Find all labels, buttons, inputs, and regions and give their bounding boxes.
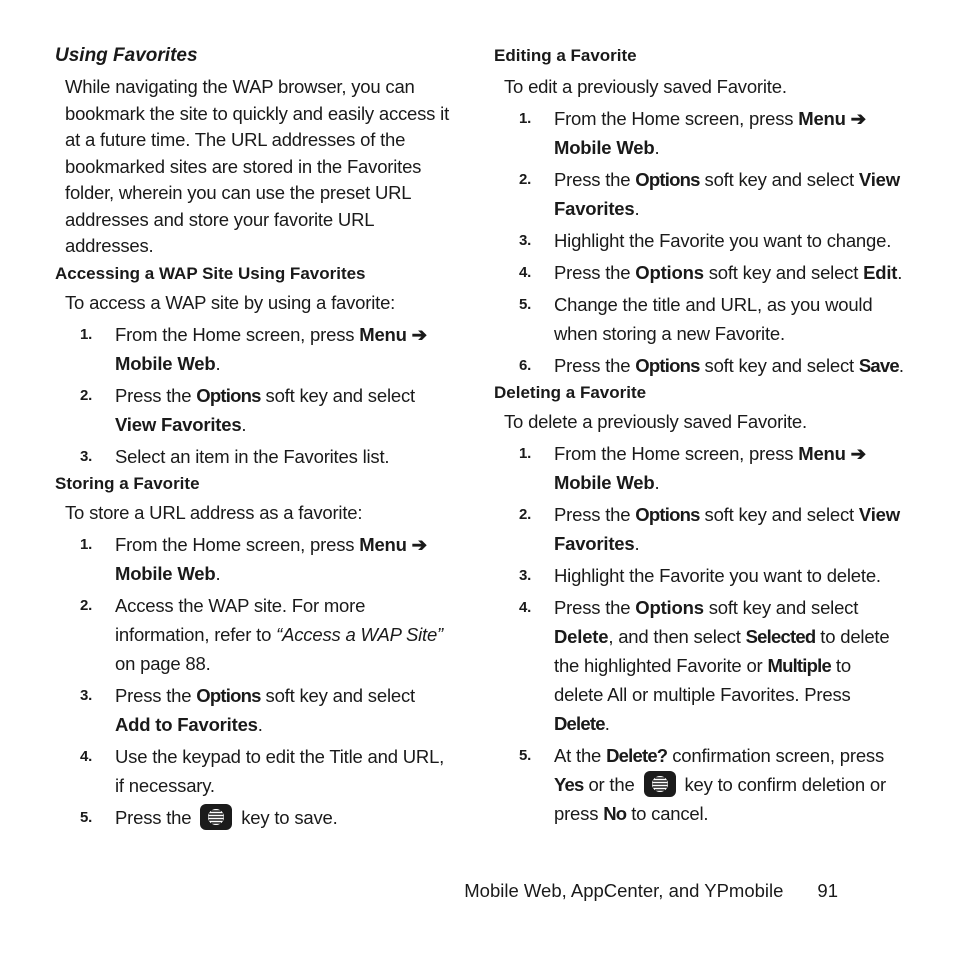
heading-deleting-favorite: Deleting a Favorite	[494, 383, 647, 402]
list-item: 1. From the Home screen, press Menu ➔ Mobile Web.	[519, 443, 866, 493]
list-item: 2. Access the WAP site. For more information, refer to “Access a WAP Site” on page 88.	[80, 594, 444, 674]
list-item: 3. Press the Options soft key and select Add to Favorites.	[80, 684, 415, 735]
att-globe-key-icon	[200, 804, 232, 830]
list-item: 5. Press the key to save.	[55, 803, 455, 832]
page-footer	[464, 880, 838, 902]
list-item: 2. Press the Options soft key and select View Favorites.	[519, 169, 900, 219]
delete-steps	[494, 439, 904, 828]
page-number: 91	[817, 880, 838, 901]
list-item: 4. Press the Options soft key and select Delete, and then select Selected to delete the highlighted Favorite or Multiple to delete All or multiple Favorites. Press Delete.	[519, 597, 890, 734]
list-item: 2. Press the Options soft key and select View Favorites.	[519, 504, 900, 554]
store-lead: To store a URL address as a favorite:	[65, 501, 363, 523]
footer-section-title: Mobile Web, AppCenter, and YPmobile	[464, 880, 784, 901]
list-item: 4. Press the Options soft key and select Edit.	[519, 262, 903, 283]
delete-lead: To delete a previously saved Favorite.	[504, 411, 807, 432]
store-steps	[55, 530, 455, 832]
intro-paragraph: While navigating the WAP browser, you can bookmark the site to quickly and easily access it at a future time. The URL addresses of the bookmarked sites are stored in the Favorites folder, wherein you can use the preset URL addresses and store your favorite URL addresses.	[65, 76, 450, 256]
edit-lead: To edit a previously saved Favorite.	[504, 76, 787, 97]
access-steps	[55, 320, 455, 471]
list-item: 1. From the Home screen, press Menu ➔ Mobile Web.	[80, 323, 427, 374]
list-item: 2. Press the Options soft key and select View Favorites.	[80, 384, 415, 435]
section-title-using-favorites: Using Favorites	[55, 45, 198, 66]
list-item: 1. From the Home screen, press Menu ➔ Mobile Web.	[519, 108, 866, 158]
list-item: 3. Highlight the Favorite you want to change.	[519, 230, 892, 251]
list-item: 6. Press the Options soft key and select Save.	[519, 355, 904, 376]
list-item: 3. Highlight the Favorite you want to delete.	[519, 565, 881, 586]
right-column	[494, 42, 904, 831]
list-item: 1. From the Home screen, press Menu ➔ Mobile Web.	[80, 533, 427, 584]
heading-editing-favorite: Editing a Favorite	[494, 46, 637, 65]
heading-accessing-wap-site: Accessing a WAP Site Using Favorites	[55, 263, 366, 283]
edit-steps	[494, 104, 904, 380]
left-column	[55, 42, 455, 835]
access-lead: To access a WAP site by using a favorite:	[65, 291, 396, 313]
att-globe-key-icon	[644, 771, 676, 797]
heading-storing-favorite: Storing a Favorite	[55, 473, 200, 493]
list-item: 5. At the Delete? confirmation screen, press Yes or the key to confirm deletion or press No to cancel.	[519, 745, 886, 825]
list-item: 5. Change the title and URL, as you would when storing a new Favorite.	[519, 294, 873, 344]
list-item: 3. Select an item in the Favorites list.	[80, 445, 390, 467]
list-item: 4. Use the keypad to edit the Title and URL, if necessary.	[80, 745, 445, 796]
